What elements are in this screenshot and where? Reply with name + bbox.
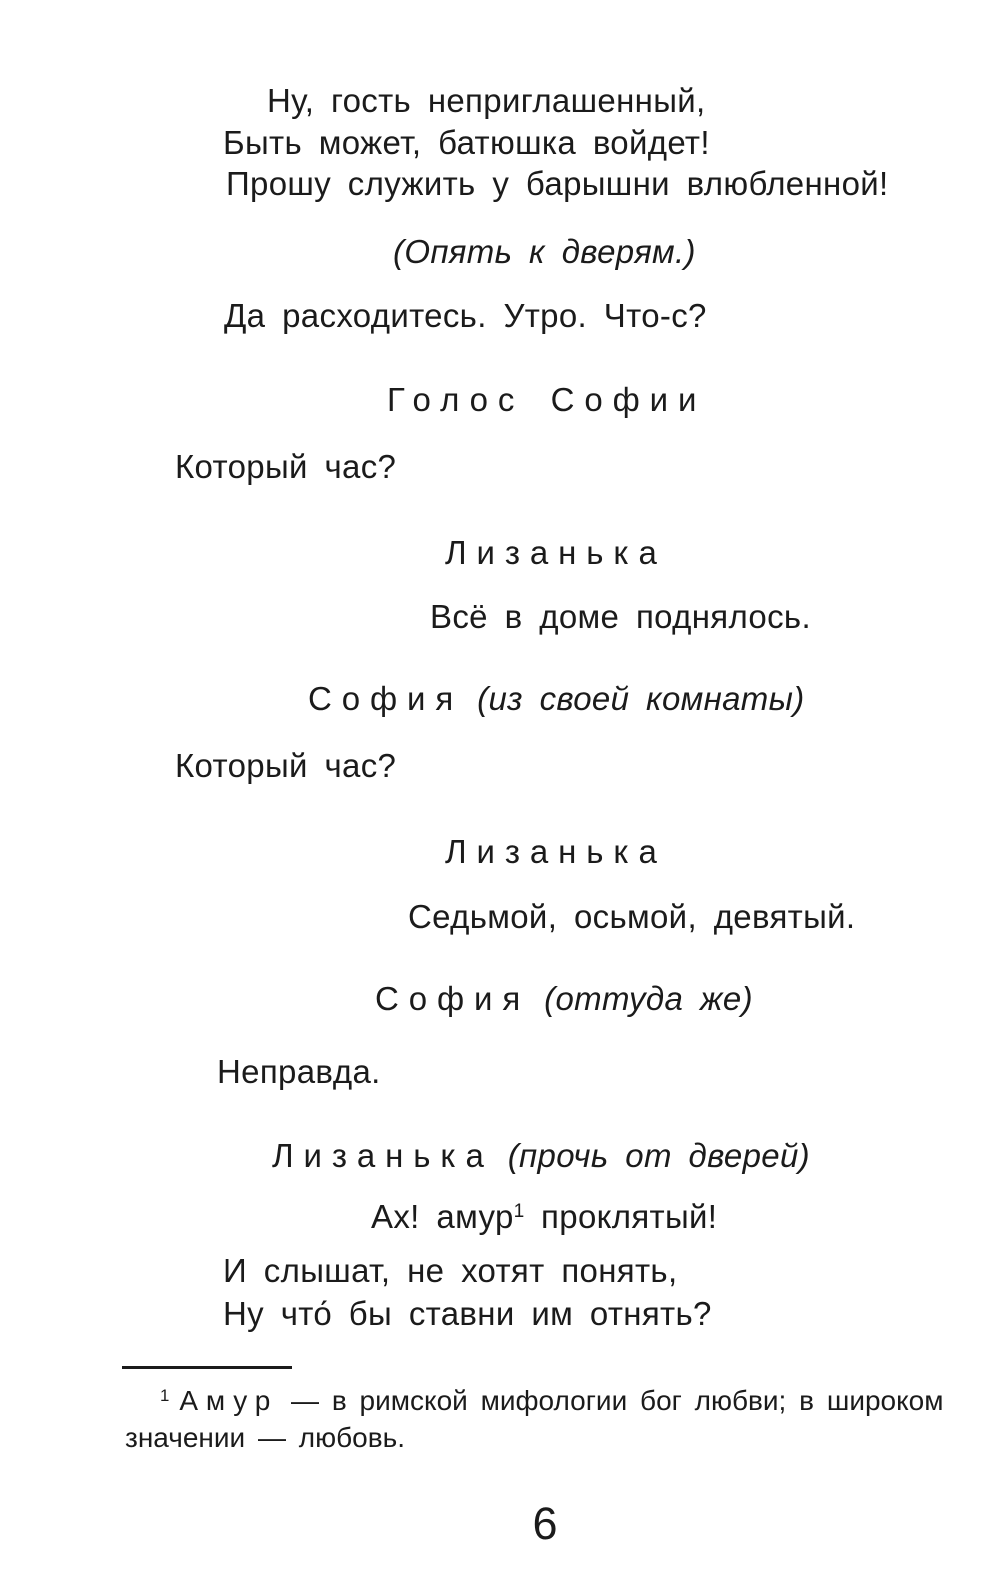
footnote-term: Амур [179, 1385, 279, 1416]
footnote-marker: 1 [160, 1385, 170, 1405]
verse-text: проклятый! [524, 1198, 718, 1235]
verse-line: Который час? [175, 448, 397, 485]
verse-line: Всё в доме поднялось. [430, 598, 811, 635]
verse-line: Ну, гость неприглашенный, [267, 82, 706, 119]
speaker-line [272, 1137, 810, 1175]
verse-line: И слышат, не хотят понять, [223, 1252, 678, 1289]
speaker-line [445, 833, 667, 871]
speaker-stage-direction: (оттуда же) [544, 980, 753, 1017]
speaker-name: Лизанька [272, 1137, 494, 1174]
verse-line: Седьмой, осьмой, девятый. [408, 898, 856, 935]
speaker-line [308, 680, 805, 718]
verse-line: Да расходитесь. Утро. Что-с? [224, 297, 707, 334]
speaker-name: София [375, 980, 531, 1017]
verse-line: Неправда. [217, 1053, 381, 1090]
speaker-line [375, 980, 753, 1018]
verse-text: Ах! амур [371, 1198, 514, 1235]
footnote-line [160, 1384, 944, 1418]
footnote-reference: 1 [513, 1201, 525, 1223]
page-number: 6 [532, 1498, 558, 1549]
verse-line: Ну что́ бы ставни им отнять? [223, 1295, 712, 1332]
footnote-text: — в римской мифологии бог любви; в широком [291, 1385, 944, 1416]
verse-line [371, 1198, 717, 1236]
speaker-name: София [308, 680, 464, 717]
stage-direction: (Опять к дверям.) [393, 233, 696, 270]
footnote-line: значении — любовь. [125, 1422, 405, 1453]
speaker-name: Голос Софии [387, 381, 707, 418]
verse-line: Прошу служить у барышни влюбленной! [226, 165, 889, 202]
verse-line: Быть может, батюшка войдет! [223, 124, 710, 161]
speaker-line [387, 381, 706, 419]
speaker-line [445, 534, 667, 572]
verse-line: Который час? [175, 747, 397, 784]
speaker-name: Лизанька [445, 534, 667, 571]
speaker-name: Лизанька [445, 833, 667, 870]
footnote-divider [122, 1366, 292, 1369]
speaker-stage-direction: (из своей комнаты) [477, 680, 805, 717]
speaker-stage-direction: (прочь от дверей) [507, 1137, 810, 1174]
